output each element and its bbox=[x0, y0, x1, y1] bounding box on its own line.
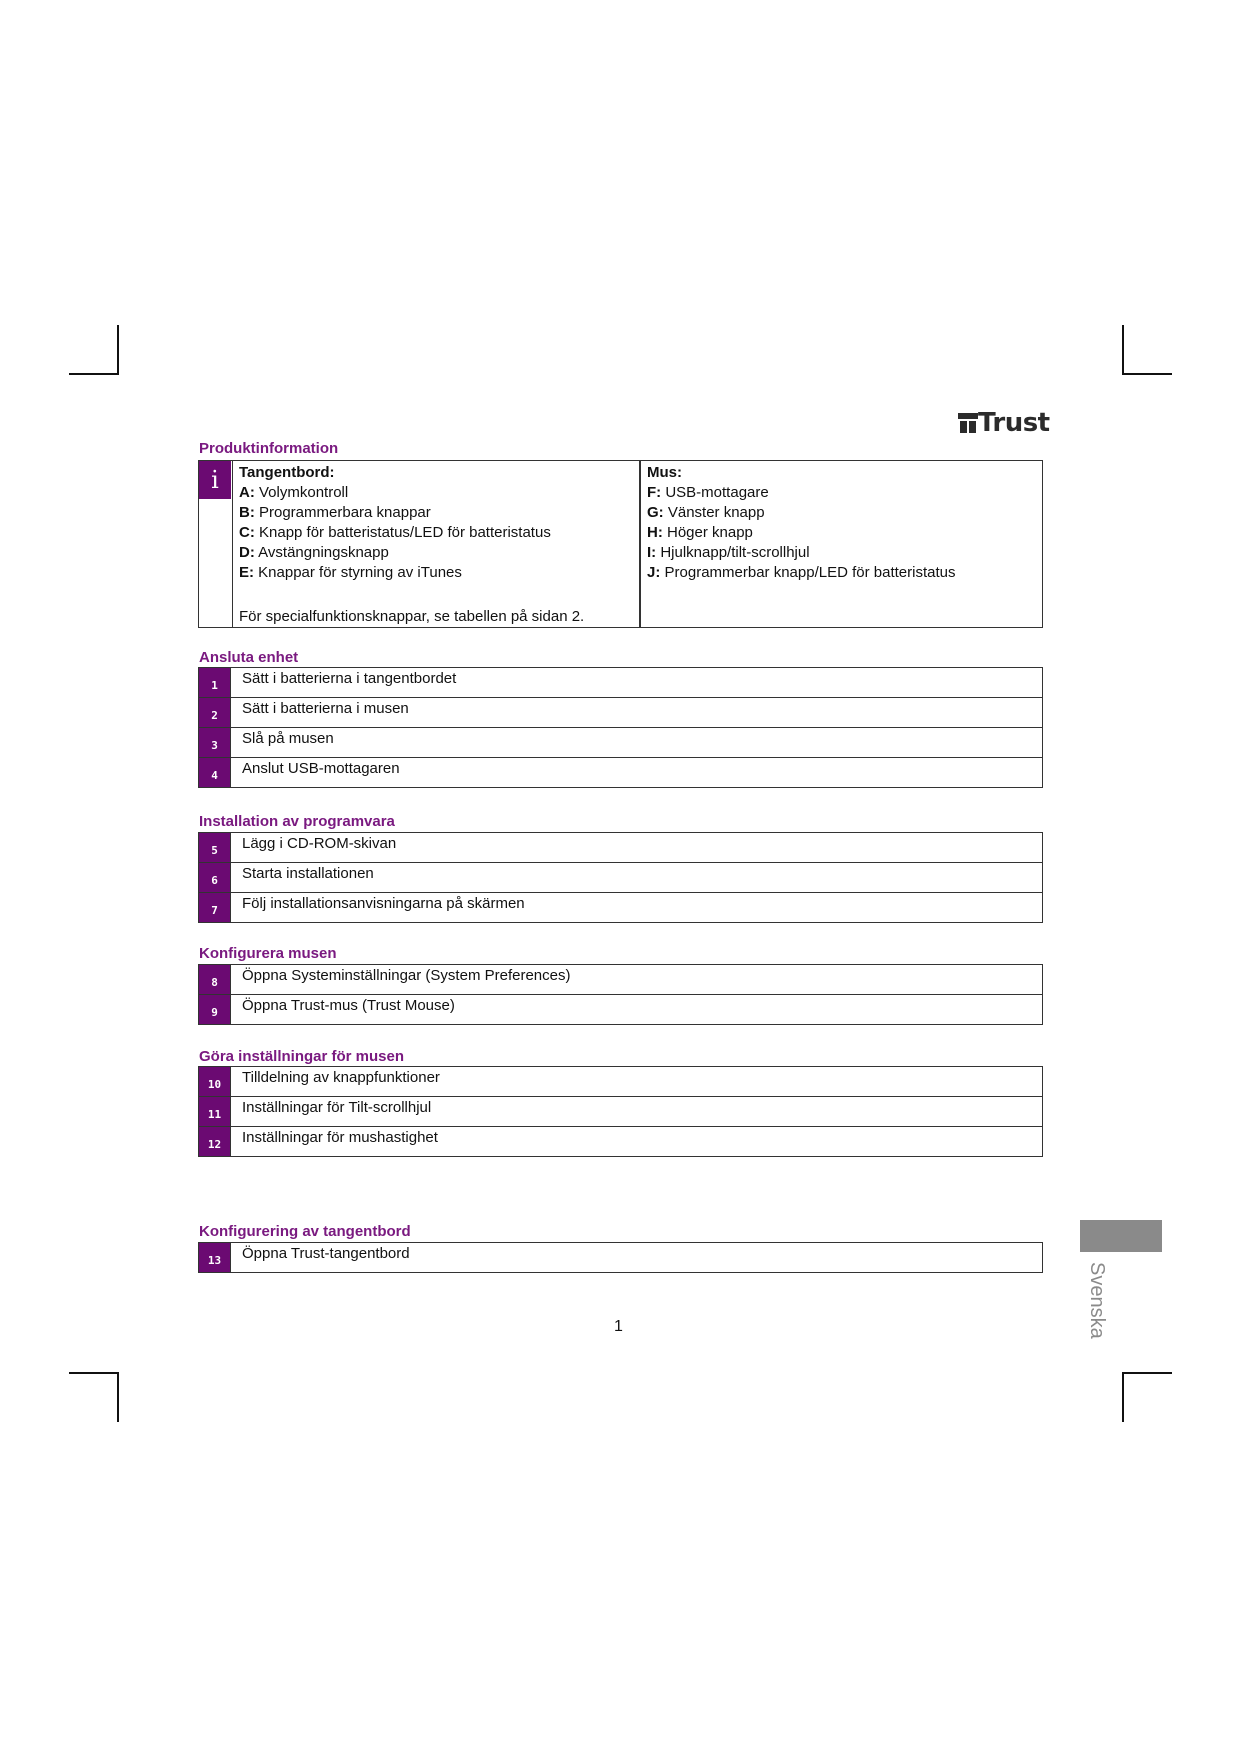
steps-keyboard-config bbox=[198, 1242, 1043, 1273]
step-row bbox=[199, 1096, 1042, 1126]
crop-mark-bottom-right-h bbox=[1122, 1372, 1172, 1374]
section-title-product-info: Produktinformation bbox=[199, 440, 339, 457]
mouse-item: G: Vänster knapp bbox=[647, 504, 765, 521]
info-icon: i bbox=[199, 461, 231, 499]
section-title-configure-mouse: Konfigurera musen bbox=[199, 945, 337, 962]
steps-software bbox=[198, 832, 1043, 923]
step-row bbox=[199, 1243, 1042, 1272]
step-text: Starta installationen bbox=[242, 865, 374, 882]
step-number: 7 bbox=[199, 893, 231, 922]
mouse-item: H: Höger knapp bbox=[647, 524, 753, 541]
step-number: 3 bbox=[199, 728, 231, 757]
step-number: 5 bbox=[199, 833, 231, 862]
step-text: Inställningar för mushastighet bbox=[242, 1129, 438, 1146]
steps-configure-mouse bbox=[198, 964, 1043, 1025]
step-text: Följ installationsanvisningarna på skärmen bbox=[242, 895, 525, 912]
step-number: 9 bbox=[199, 995, 231, 1024]
special-keys-note: För specialfunktionsknappar, se tabellen på sidan 2. bbox=[239, 608, 585, 625]
crop-mark-bottom-left-v bbox=[117, 1372, 119, 1422]
crop-mark-top-right-h bbox=[1122, 373, 1172, 375]
step-number: 11 bbox=[199, 1097, 231, 1126]
mouse-heading: Mus: bbox=[647, 464, 682, 481]
keyboard-heading: Tangentbord: bbox=[239, 464, 335, 481]
step-number: 12 bbox=[199, 1127, 231, 1156]
step-row bbox=[199, 994, 1042, 1024]
keyboard-column bbox=[239, 463, 634, 583]
product-info-box bbox=[198, 460, 1043, 628]
keyboard-item: C: Knapp för batteristatus/LED för batteristatus bbox=[239, 524, 551, 541]
section-title-mouse-settings: Göra inställningar för musen bbox=[199, 1048, 405, 1065]
step-number: 6 bbox=[199, 863, 231, 892]
step-text: Sätt i batterierna i tangentbordet bbox=[242, 670, 457, 687]
language-tab-bar bbox=[1080, 1220, 1162, 1252]
mouse-item: I: Hjulknapp/tilt-scrollhjul bbox=[647, 544, 810, 561]
step-row bbox=[199, 965, 1042, 994]
step-number: 1 bbox=[199, 668, 231, 697]
step-row bbox=[199, 757, 1042, 787]
mouse-item: J: Programmerbar knapp/LED för batteristatus bbox=[647, 564, 956, 581]
crop-mark-top-left-v bbox=[117, 325, 119, 375]
step-number: 2 bbox=[199, 698, 231, 727]
steps-connect bbox=[198, 667, 1043, 788]
keyboard-item: D: Avstängningsknapp bbox=[239, 544, 389, 561]
step-row bbox=[199, 697, 1042, 727]
logo-text: Trust bbox=[978, 408, 1050, 438]
step-number: 13 bbox=[199, 1243, 231, 1272]
crop-mark-top-right-v bbox=[1122, 325, 1124, 375]
step-number: 4 bbox=[199, 758, 231, 787]
step-row bbox=[199, 833, 1042, 862]
step-number: 8 bbox=[199, 965, 231, 994]
crop-mark-bottom-left-h bbox=[69, 1372, 119, 1374]
crop-mark-bottom-right-v bbox=[1122, 1372, 1124, 1422]
keyboard-item: A: Volymkontroll bbox=[239, 484, 349, 501]
step-row bbox=[199, 1067, 1042, 1096]
trust-logo-icon bbox=[958, 408, 978, 436]
section-title-software: Installation av programvara bbox=[199, 813, 395, 830]
step-text: Anslut USB-mottagaren bbox=[242, 760, 400, 777]
step-text: Sätt i batterierna i musen bbox=[242, 700, 409, 717]
step-row bbox=[199, 727, 1042, 757]
step-row bbox=[199, 668, 1042, 697]
trust-logo bbox=[958, 408, 1048, 438]
section-title-connect: Ansluta enhet bbox=[199, 649, 299, 666]
step-text: Öppna Trust-mus (Trust Mouse) bbox=[242, 997, 455, 1014]
mouse-item: F: USB-mottagare bbox=[647, 484, 769, 501]
crop-mark-top-left-h bbox=[69, 373, 119, 375]
keyboard-item: B: Programmerbara knappar bbox=[239, 504, 431, 521]
page-number: 1 bbox=[614, 1318, 623, 1335]
step-text: Lägg i CD-ROM-skivan bbox=[242, 835, 397, 852]
mouse-column bbox=[647, 463, 1037, 583]
step-row bbox=[199, 862, 1042, 892]
step-number: 10 bbox=[199, 1067, 231, 1096]
step-text: Öppna Systeminställningar (System Preferences) bbox=[242, 967, 571, 984]
section-title-keyboard-config: Konfigurering av tangentbord bbox=[199, 1223, 411, 1240]
step-text: Slå på musen bbox=[242, 730, 334, 747]
column-divider bbox=[639, 461, 641, 627]
keyboard-item: E: Knappar för styrning av iTunes bbox=[239, 564, 462, 581]
steps-mouse-settings bbox=[198, 1066, 1043, 1157]
language-tab-label: Svenska bbox=[1086, 1262, 1108, 1339]
step-text: Inställningar för Tilt-scrollhjul bbox=[242, 1099, 432, 1116]
step-text: Öppna Trust-tangentbord bbox=[242, 1245, 410, 1262]
step-row bbox=[199, 892, 1042, 922]
step-row bbox=[199, 1126, 1042, 1156]
info-icon-column bbox=[199, 461, 233, 627]
step-text: Tilldelning av knappfunktioner bbox=[242, 1069, 440, 1086]
